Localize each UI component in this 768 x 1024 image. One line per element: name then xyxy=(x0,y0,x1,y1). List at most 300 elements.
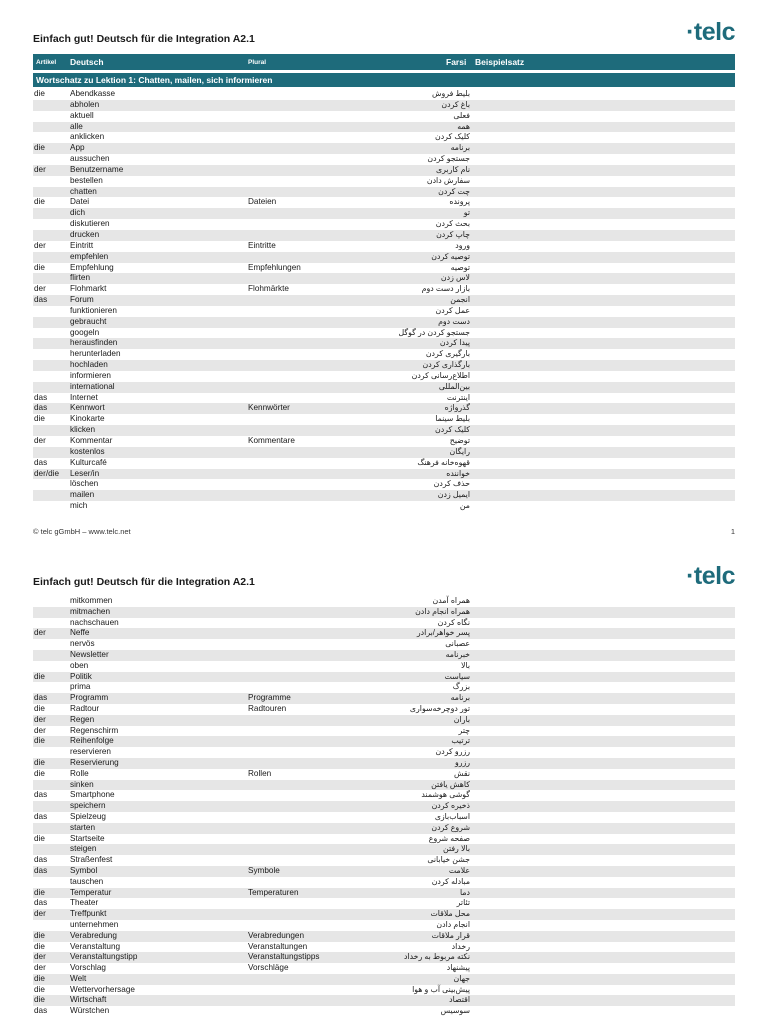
table-row xyxy=(33,974,735,985)
farsi-cell: رخداد xyxy=(451,941,470,951)
deutsch-cell: international xyxy=(70,381,115,391)
farsi-cell: اطلاع‌رسانی کردن xyxy=(411,370,470,380)
column-header-row xyxy=(33,54,735,70)
farsi-cell: همراه آمدن xyxy=(432,596,470,605)
table-row xyxy=(33,758,735,769)
plural-cell: Empfehlungen xyxy=(248,262,301,272)
deutsch-cell: Treffpunkt xyxy=(70,909,107,919)
table-row xyxy=(33,736,735,747)
table-row xyxy=(33,607,735,618)
table-row xyxy=(33,284,735,295)
deutsch-cell: Politik xyxy=(70,671,92,681)
farsi-cell: بارگیری کردن xyxy=(425,349,470,359)
deutsch-cell: chatten xyxy=(70,186,97,196)
table-row xyxy=(33,273,735,284)
farsi-cell: سوسیس xyxy=(440,1006,470,1016)
table-row xyxy=(33,726,735,737)
farsi-cell: بین‌المللی xyxy=(438,381,470,391)
deutsch-cell: Flohmarkt xyxy=(70,284,107,294)
deutsch-cell: nachschauen xyxy=(70,617,119,627)
farsi-cell: شروع کردن xyxy=(431,822,470,832)
deutsch-cell: alle xyxy=(70,121,83,131)
column-header-artikel: Artikel xyxy=(36,59,57,66)
artikel-cell: die xyxy=(34,995,45,1005)
table-row xyxy=(33,812,735,823)
farsi-cell: پیدا کردن xyxy=(439,338,470,348)
table-row xyxy=(33,425,735,436)
farsi-cell: برنامه xyxy=(450,693,470,703)
farsi-cell: مبادله کردن xyxy=(431,876,470,886)
deutsch-cell: kostenlos xyxy=(70,446,105,456)
plural-cell: Veranstaltungstipps xyxy=(248,952,320,962)
deutsch-cell: Datei xyxy=(70,197,90,207)
table-row xyxy=(33,295,735,306)
artikel-cell: die xyxy=(34,143,45,153)
deutsch-cell: aktuell xyxy=(70,110,94,120)
table-row xyxy=(33,801,735,812)
document-page-2 xyxy=(0,560,768,1024)
table-row xyxy=(33,360,735,371)
plural-cell: Flohmärkte xyxy=(248,284,289,294)
table-row xyxy=(33,154,735,165)
deutsch-cell: Benutzername xyxy=(70,164,124,174)
farsi-cell: تور دوچرخه‌سواری xyxy=(409,703,470,713)
table-row xyxy=(33,447,735,458)
farsi-cell: جستجو کردن در گوگل xyxy=(398,327,470,337)
deutsch-cell: Temperatur xyxy=(70,887,112,897)
farsi-cell: جهان xyxy=(453,973,470,983)
deutsch-cell: Programm xyxy=(70,693,109,703)
deutsch-cell: Rolle xyxy=(70,768,89,778)
table-row xyxy=(33,241,735,252)
farsi-cell: اینترنت xyxy=(446,392,470,402)
table-row xyxy=(33,306,735,317)
farsi-cell: دما xyxy=(459,887,470,897)
farsi-cell: عمل کردن xyxy=(435,305,470,315)
deutsch-cell: prima xyxy=(70,682,91,692)
table-row xyxy=(33,995,735,1006)
deutsch-cell: Spielzeug xyxy=(70,811,106,821)
farsi-cell: جستجو کردن xyxy=(427,154,470,164)
farsi-cell: تئاتر xyxy=(456,898,470,908)
artikel-cell: das xyxy=(34,811,48,821)
plural-cell: Veranstaltungen xyxy=(248,941,308,951)
column-header-plural: Plural xyxy=(248,59,267,66)
deutsch-cell: informieren xyxy=(70,370,111,380)
artikel-cell: der xyxy=(34,909,46,919)
farsi-cell: ترتیب xyxy=(451,736,470,746)
table-row xyxy=(33,143,735,154)
deutsch-cell: reservieren xyxy=(70,747,111,757)
table-row xyxy=(33,747,735,758)
telc-logo: ·telc xyxy=(686,18,735,46)
farsi-cell: رزرو کردن xyxy=(435,747,470,757)
artikel-cell: das xyxy=(34,898,48,908)
deutsch-cell: dich xyxy=(70,208,86,218)
deutsch-cell: Straßenfest xyxy=(70,855,113,865)
table-row xyxy=(33,823,735,834)
deutsch-cell: Reihenfolge xyxy=(70,736,114,746)
table-row xyxy=(33,672,735,683)
farsi-cell: خواننده xyxy=(446,468,470,478)
artikel-cell: die xyxy=(34,736,45,746)
table-row xyxy=(33,715,735,726)
deutsch-cell: abholen xyxy=(70,99,100,109)
farsi-cell: ذخیره کردن xyxy=(431,801,470,811)
table-row xyxy=(33,769,735,780)
deutsch-cell: bestellen xyxy=(70,175,103,185)
deutsch-cell: Theater xyxy=(70,898,99,908)
deutsch-cell: mich xyxy=(70,501,88,511)
deutsch-cell: Kennwort xyxy=(70,403,105,413)
artikel-cell: die xyxy=(34,703,45,713)
deutsch-cell: diskutieren xyxy=(70,219,110,229)
table-row xyxy=(33,187,735,198)
table-row xyxy=(33,382,735,393)
deutsch-cell: Internet xyxy=(70,392,98,402)
table-row xyxy=(33,985,735,996)
farsi-cell: دست دوم xyxy=(438,316,470,326)
farsi-cell: کلیک کردن xyxy=(434,425,470,435)
table-row xyxy=(33,844,735,855)
deutsch-cell: Startseite xyxy=(70,833,105,843)
deutsch-cell: starten xyxy=(70,822,96,832)
farsi-cell: بلیط سینما xyxy=(435,414,470,424)
deutsch-cell: klicken xyxy=(70,425,96,435)
deutsch-cell: Veranstaltung xyxy=(70,941,121,951)
deutsch-cell: Empfehlung xyxy=(70,262,114,272)
farsi-cell: همه xyxy=(457,121,470,131)
farsi-cell: رزرو xyxy=(454,757,470,767)
table-row xyxy=(33,111,735,122)
farsi-cell: بالا رفتن xyxy=(443,844,470,854)
deutsch-cell: oben xyxy=(70,660,89,670)
artikel-cell: der xyxy=(34,240,46,250)
deutsch-cell: Wettervorhersage xyxy=(70,984,135,994)
artikel-cell: die xyxy=(34,930,45,940)
farsi-cell: من xyxy=(459,501,470,511)
farsi-cell: نام کاربری xyxy=(436,164,470,174)
table-row xyxy=(33,898,735,909)
artikel-cell: das xyxy=(34,295,48,305)
table-row xyxy=(33,682,735,693)
farsi-cell: باران xyxy=(453,714,470,724)
table-row xyxy=(33,479,735,490)
artikel-cell: der xyxy=(34,725,46,735)
deutsch-cell: steigen xyxy=(70,844,97,854)
artikel-cell: das xyxy=(34,693,48,703)
table-row xyxy=(33,89,735,100)
table-row xyxy=(33,414,735,425)
artikel-cell: die xyxy=(34,887,45,897)
farsi-cell: پیش‌بینی آب و هوا xyxy=(412,984,470,994)
deutsch-cell: Regenschirm xyxy=(70,725,119,735)
farsi-cell: جشن خیابانی xyxy=(427,855,470,865)
farsi-cell: سیاست xyxy=(444,671,470,681)
deutsch-cell: anklicken xyxy=(70,132,105,142)
deutsch-cell: drucken xyxy=(70,229,100,239)
artikel-cell: der xyxy=(34,164,46,174)
deutsch-cell: empfehlen xyxy=(70,251,109,261)
farsi-cell: اسباب‌بازی xyxy=(434,811,470,821)
artikel-cell: die xyxy=(34,414,45,424)
farsi-cell: صفحه شروع xyxy=(428,833,470,843)
table-row xyxy=(33,393,735,404)
farsi-cell: بالا xyxy=(461,660,470,670)
artikel-cell: der xyxy=(34,714,46,724)
plural-cell: Verabredungen xyxy=(248,930,304,940)
document-title: Einfach gut! Deutsch für die Integration A2.1 xyxy=(33,33,255,45)
table-row xyxy=(33,704,735,715)
artikel-cell: der xyxy=(34,628,46,638)
footer-page-number: 1 xyxy=(730,527,735,536)
deutsch-cell: Symbol xyxy=(70,865,98,875)
deutsch-cell: flirten xyxy=(70,273,91,283)
table-row xyxy=(33,931,735,942)
deutsch-cell: Abendkasse xyxy=(70,89,116,98)
table-row xyxy=(33,618,735,629)
farsi-cell: سفارش دادن xyxy=(426,175,470,185)
document-title: Einfach gut! Deutsch für die Integration A2.1 xyxy=(33,576,255,588)
farsi-cell: بزرگ xyxy=(452,682,470,692)
table-row xyxy=(33,942,735,953)
artikel-cell: die xyxy=(34,984,45,994)
farsi-cell: پسر خواهر/برادر xyxy=(416,628,470,638)
plural-cell: Vorschläge xyxy=(248,963,289,973)
deutsch-cell: Vorschlag xyxy=(70,963,106,973)
farsi-cell: حذف کردن xyxy=(433,479,470,489)
artikel-cell: das xyxy=(34,790,48,800)
table-row xyxy=(33,1006,735,1017)
artikel-cell: der xyxy=(34,963,46,973)
farsi-cell: کاهش یافتن xyxy=(431,779,470,789)
table-row xyxy=(33,328,735,339)
table-row xyxy=(33,490,735,501)
plural-cell: Programme xyxy=(248,693,291,703)
artikel-cell: der/die xyxy=(34,468,60,478)
farsi-cell: بارگذاری کردن xyxy=(422,360,470,370)
table-row xyxy=(33,855,735,866)
table-row xyxy=(33,219,735,230)
table-row xyxy=(33,639,735,650)
artikel-cell: das xyxy=(34,865,48,875)
deutsch-cell: mitmachen xyxy=(70,606,111,616)
farsi-cell: ایمیل زدن xyxy=(437,490,470,500)
deutsch-cell: App xyxy=(70,143,85,153)
plural-cell: Radtouren xyxy=(248,703,287,713)
deutsch-cell: funktionieren xyxy=(70,305,117,315)
plural-cell: Rollen xyxy=(248,768,272,778)
deutsch-cell: Newsletter xyxy=(70,649,109,659)
artikel-cell: der xyxy=(34,952,46,962)
farsi-cell: برنامه xyxy=(450,143,470,153)
plural-cell: Symbole xyxy=(248,865,280,875)
farsi-cell: گذرواژه xyxy=(444,403,470,413)
deutsch-cell: gebraucht xyxy=(70,316,107,326)
farsi-cell: توصیه کردن xyxy=(431,251,470,261)
farsi-cell: عصبانی xyxy=(445,639,470,649)
table-row xyxy=(33,252,735,263)
farsi-cell: لاس زدن xyxy=(440,273,470,283)
deutsch-cell: googeln xyxy=(70,327,100,337)
column-header-beispielsatz: Beispielsatz xyxy=(475,57,525,67)
table-row xyxy=(33,650,735,661)
table-row xyxy=(33,952,735,963)
table-row xyxy=(33,661,735,672)
farsi-cell: پیشنهاد xyxy=(446,963,470,973)
artikel-cell: das xyxy=(34,392,48,402)
farsi-cell: باغ کردن xyxy=(441,99,470,109)
table-row xyxy=(33,469,735,480)
farsi-cell: کلیک کردن xyxy=(434,132,470,142)
farsi-cell: انجمن xyxy=(450,295,470,305)
table-row xyxy=(33,230,735,241)
deutsch-cell: Forum xyxy=(70,295,94,305)
deutsch-cell: speichern xyxy=(70,801,106,811)
deutsch-cell: herunterladen xyxy=(70,349,121,359)
table-row xyxy=(33,132,735,143)
farsi-cell: چتر xyxy=(458,725,470,735)
deutsch-cell: nervös xyxy=(70,639,95,649)
table-row xyxy=(33,100,735,111)
artikel-cell: die xyxy=(34,671,45,681)
table-row xyxy=(33,122,735,133)
table-row xyxy=(33,338,735,349)
deutsch-cell: Reservierung xyxy=(70,757,119,767)
farsi-cell: توصیه xyxy=(450,262,470,272)
farsi-cell: بحث کردن xyxy=(435,219,470,229)
telc-logo: ·telc xyxy=(686,562,735,590)
deutsch-cell: sinken xyxy=(70,779,94,789)
table-row xyxy=(33,371,735,382)
table-row xyxy=(33,693,735,704)
farsi-cell: محل ملاقات xyxy=(430,909,470,919)
plural-cell: Dateien xyxy=(248,197,277,207)
deutsch-cell: unternehmen xyxy=(70,919,119,929)
farsi-cell: انجام دادن xyxy=(436,919,470,929)
table-row xyxy=(33,628,735,639)
deutsch-cell: Leser/in xyxy=(70,468,100,478)
farsi-cell: اقتصاد xyxy=(449,995,470,1005)
deutsch-cell: Neffe xyxy=(70,628,90,638)
artikel-cell: das xyxy=(34,403,48,413)
artikel-cell: der xyxy=(34,436,46,445)
artikel-cell: die xyxy=(34,973,45,983)
column-header-deutsch: Deutsch xyxy=(70,57,104,67)
farsi-cell: چاپ کردن xyxy=(436,229,470,239)
artikel-cell: das xyxy=(34,457,48,467)
deutsch-cell: Smartphone xyxy=(70,790,115,800)
table-row xyxy=(33,790,735,801)
artikel-cell: das xyxy=(34,855,48,865)
table-row xyxy=(33,165,735,176)
artikel-cell: die xyxy=(34,833,45,843)
plural-cell: Kommentare xyxy=(248,436,295,445)
deutsch-cell: mitkommen xyxy=(70,596,113,605)
table-row xyxy=(33,197,735,208)
table-row xyxy=(33,263,735,274)
table-row xyxy=(33,317,735,328)
artikel-cell: die xyxy=(34,941,45,951)
table-row xyxy=(33,834,735,845)
deutsch-cell: Eintritt xyxy=(70,240,94,250)
section-header xyxy=(33,73,735,87)
deutsch-cell: hochladen xyxy=(70,360,108,370)
artikel-cell: die xyxy=(34,768,45,778)
table-row xyxy=(33,963,735,974)
table-row xyxy=(33,349,735,360)
table-row xyxy=(33,888,735,899)
artikel-cell: die xyxy=(34,757,45,767)
farsi-cell: همراه انجام دادن xyxy=(415,606,470,616)
deutsch-cell: Kinokarte xyxy=(70,414,105,424)
table-row xyxy=(33,909,735,920)
artikel-cell: die xyxy=(34,89,45,98)
table-row xyxy=(33,866,735,877)
table-row xyxy=(33,501,735,512)
farsi-cell: بازار دست دوم xyxy=(421,284,470,294)
vocabulary-table-page-1 xyxy=(33,89,735,512)
farsi-cell: ورود xyxy=(455,240,470,250)
farsi-cell: نگاه کردن xyxy=(437,617,470,627)
farsi-cell: بلیط فروش xyxy=(432,89,470,98)
table-row xyxy=(33,403,735,414)
table-row xyxy=(33,208,735,219)
deutsch-cell: Radtour xyxy=(70,703,100,713)
table-row xyxy=(33,436,735,447)
deutsch-cell: mailen xyxy=(70,490,95,500)
table-row xyxy=(33,877,735,888)
farsi-cell: پرونده xyxy=(449,197,470,207)
table-row xyxy=(33,458,735,469)
farsi-cell: علامت xyxy=(448,865,470,875)
farsi-cell: فعلی xyxy=(453,110,470,120)
artikel-cell: die xyxy=(34,262,45,272)
farsi-cell: قهوه‌خانه فرهنگ xyxy=(417,457,470,467)
deutsch-cell: Wirtschaft xyxy=(70,995,107,1005)
artikel-cell: der xyxy=(34,284,46,294)
deutsch-cell: tauschen xyxy=(70,876,104,886)
farsi-cell: توضیح xyxy=(449,436,470,445)
deutsch-cell: Regen xyxy=(70,714,95,724)
farsi-cell: گوشی هوشمند xyxy=(421,790,470,800)
column-header-farsi: Farsi xyxy=(446,57,467,67)
farsi-cell: رایگان xyxy=(449,446,470,456)
farsi-cell: نکته مربوط به رخداد xyxy=(403,952,470,962)
section-title: Wortschatz zu Lektion 1: Chatten, mailen, sich informieren xyxy=(36,75,273,85)
farsi-cell: تو xyxy=(463,208,470,218)
footer-copyright: © telc gGmbH – www.telc.net xyxy=(33,527,131,536)
artikel-cell: die xyxy=(34,197,45,207)
table-row xyxy=(33,596,735,607)
farsi-cell: چت کردن xyxy=(438,186,470,196)
table-row xyxy=(33,920,735,931)
deutsch-cell: Würstchen xyxy=(70,1006,110,1016)
deutsch-cell: Veranstaltungstipp xyxy=(70,952,138,962)
deutsch-cell: Kulturcafé xyxy=(70,457,107,467)
deutsch-cell: Kommentar xyxy=(70,436,113,445)
table-row xyxy=(33,780,735,791)
deutsch-cell: Welt xyxy=(70,973,87,983)
artikel-cell: das xyxy=(34,1006,48,1016)
plural-cell: Temperaturen xyxy=(248,887,299,897)
farsi-cell: قرار ملاقات xyxy=(431,930,470,940)
farsi-cell: خبرنامه xyxy=(445,649,470,659)
deutsch-cell: Verabredung xyxy=(70,930,117,940)
plural-cell: Kennwörter xyxy=(248,403,290,413)
deutsch-cell: aussuchen xyxy=(70,154,110,164)
deutsch-cell: löschen xyxy=(70,479,99,489)
